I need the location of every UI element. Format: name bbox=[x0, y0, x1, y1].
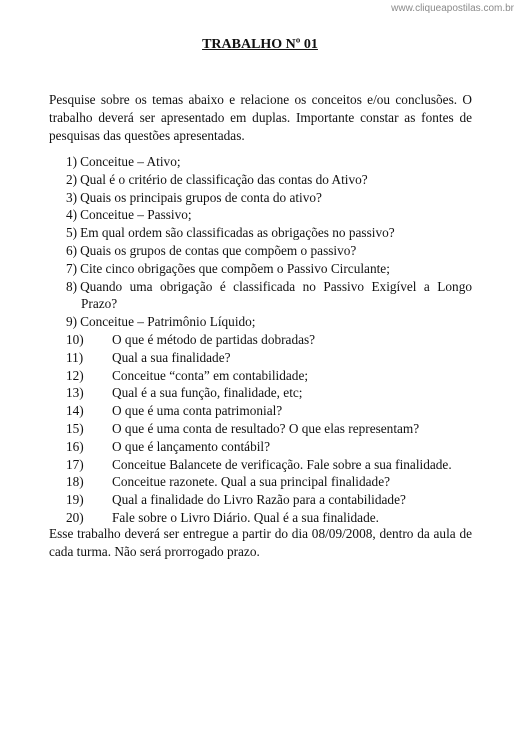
question-number: 12) bbox=[66, 367, 84, 383]
question-list bbox=[66, 153, 472, 527]
question-text: Conceitue “conta” em contabilidade; bbox=[112, 367, 309, 383]
question-number: 10) bbox=[66, 331, 84, 347]
question-number: 16) bbox=[66, 438, 84, 454]
question-number: 2) bbox=[66, 171, 78, 187]
question-number: 13) bbox=[66, 385, 84, 401]
question-text: Quais os grupos de contas que compõem o passivo? bbox=[80, 242, 357, 258]
question-number: 3) bbox=[66, 189, 78, 205]
question-item-2 bbox=[66, 171, 472, 189]
question-item-15 bbox=[66, 420, 472, 438]
question-text: Quais os principais grupos de conta do ativo? bbox=[80, 189, 322, 205]
question-item-1 bbox=[66, 153, 472, 171]
question-text: O que é uma conta patrimonial? bbox=[112, 403, 283, 419]
question-number: 14) bbox=[66, 403, 84, 419]
question-text: Conceitue – Passivo; bbox=[80, 207, 192, 223]
question-item-19 bbox=[66, 491, 472, 509]
question-item-11 bbox=[66, 349, 472, 367]
question-number: 6) bbox=[66, 242, 78, 258]
question-text: Em qual ordem são classificadas as obrigações no passivo? bbox=[80, 225, 395, 241]
question-text: Conceitue – Patrimônio Líquido; bbox=[80, 314, 256, 330]
question-item-3 bbox=[66, 189, 472, 207]
question-text: Quando uma obrigação é classificada no Passivo Exigível a Longo Prazo? bbox=[80, 278, 472, 312]
question-number: 4) bbox=[66, 207, 78, 223]
intro-paragraph: Pesquise sobre os temas abaixo e relacione os conceitos e/ou conclusões. O trabalho deverá ser apresentado em duplas. Importante constar as fontes de pesquisas das questões apresentadas. bbox=[49, 92, 472, 143]
question-text: Qual a sua finalidade? bbox=[112, 349, 231, 365]
question-number: 11) bbox=[66, 349, 84, 365]
question-number: 5) bbox=[66, 225, 78, 241]
question-item-18 bbox=[66, 473, 472, 491]
question-number: 17) bbox=[66, 456, 84, 472]
question-text: Qual a finalidade do Livro Razão para a contabilidade? bbox=[112, 492, 406, 508]
question-item-6 bbox=[66, 242, 472, 260]
question-item-13 bbox=[66, 384, 472, 402]
question-text: Qual é o critério de classificação das contas do Ativo? bbox=[80, 171, 368, 187]
question-item-9 bbox=[66, 313, 472, 331]
question-item-14 bbox=[66, 402, 472, 420]
question-text: O que é lançamento contábil? bbox=[112, 438, 271, 454]
question-item-17 bbox=[66, 456, 472, 474]
watermark-url: www.cliqueapostilas.com.br bbox=[391, 3, 514, 14]
question-text: O que é uma conta de resultado? O que elas representam? bbox=[112, 420, 420, 436]
question-number: 1) bbox=[66, 154, 78, 169]
question-item-10 bbox=[66, 331, 472, 349]
question-number: 7) bbox=[66, 260, 78, 276]
question-number: 19) bbox=[66, 492, 84, 508]
question-text: O que é método de partidas dobradas? bbox=[112, 331, 316, 347]
document-title: TRABALHO Nº 01 bbox=[202, 37, 318, 52]
question-text: Cite cinco obrigações que compõem o Passivo Circulante; bbox=[80, 260, 390, 276]
question-text: Qual é a sua função, finalidade, etc; bbox=[112, 385, 303, 401]
question-item-5 bbox=[66, 224, 472, 242]
question-item-16 bbox=[66, 438, 472, 456]
question-number: 15) bbox=[66, 420, 84, 436]
question-item-4 bbox=[66, 206, 472, 224]
question-number: 8) bbox=[66, 278, 78, 294]
question-text: Fale sobre o Livro Diário. Qual é a sua finalidade. bbox=[112, 509, 379, 525]
question-text: Conceitue razonete. Qual a sua principal finalidade? bbox=[112, 474, 391, 490]
question-item-8 bbox=[66, 278, 472, 314]
question-item-7 bbox=[66, 260, 472, 278]
question-text: Conceitue – Ativo; bbox=[80, 154, 181, 169]
question-number: 9) bbox=[66, 314, 78, 330]
question-text: Conceitue Balancete de verificação. Fale sobre a sua finalidade. bbox=[112, 456, 452, 472]
question-number: 18) bbox=[66, 474, 84, 490]
question-number: 20) bbox=[66, 509, 84, 525]
question-item-12 bbox=[66, 367, 472, 385]
closing-paragraph: Esse trabalho deverá ser entregue a partir do dia 08/09/2008, dentro da aula de cada turma. Não será prorrogado prazo. bbox=[49, 526, 472, 559]
